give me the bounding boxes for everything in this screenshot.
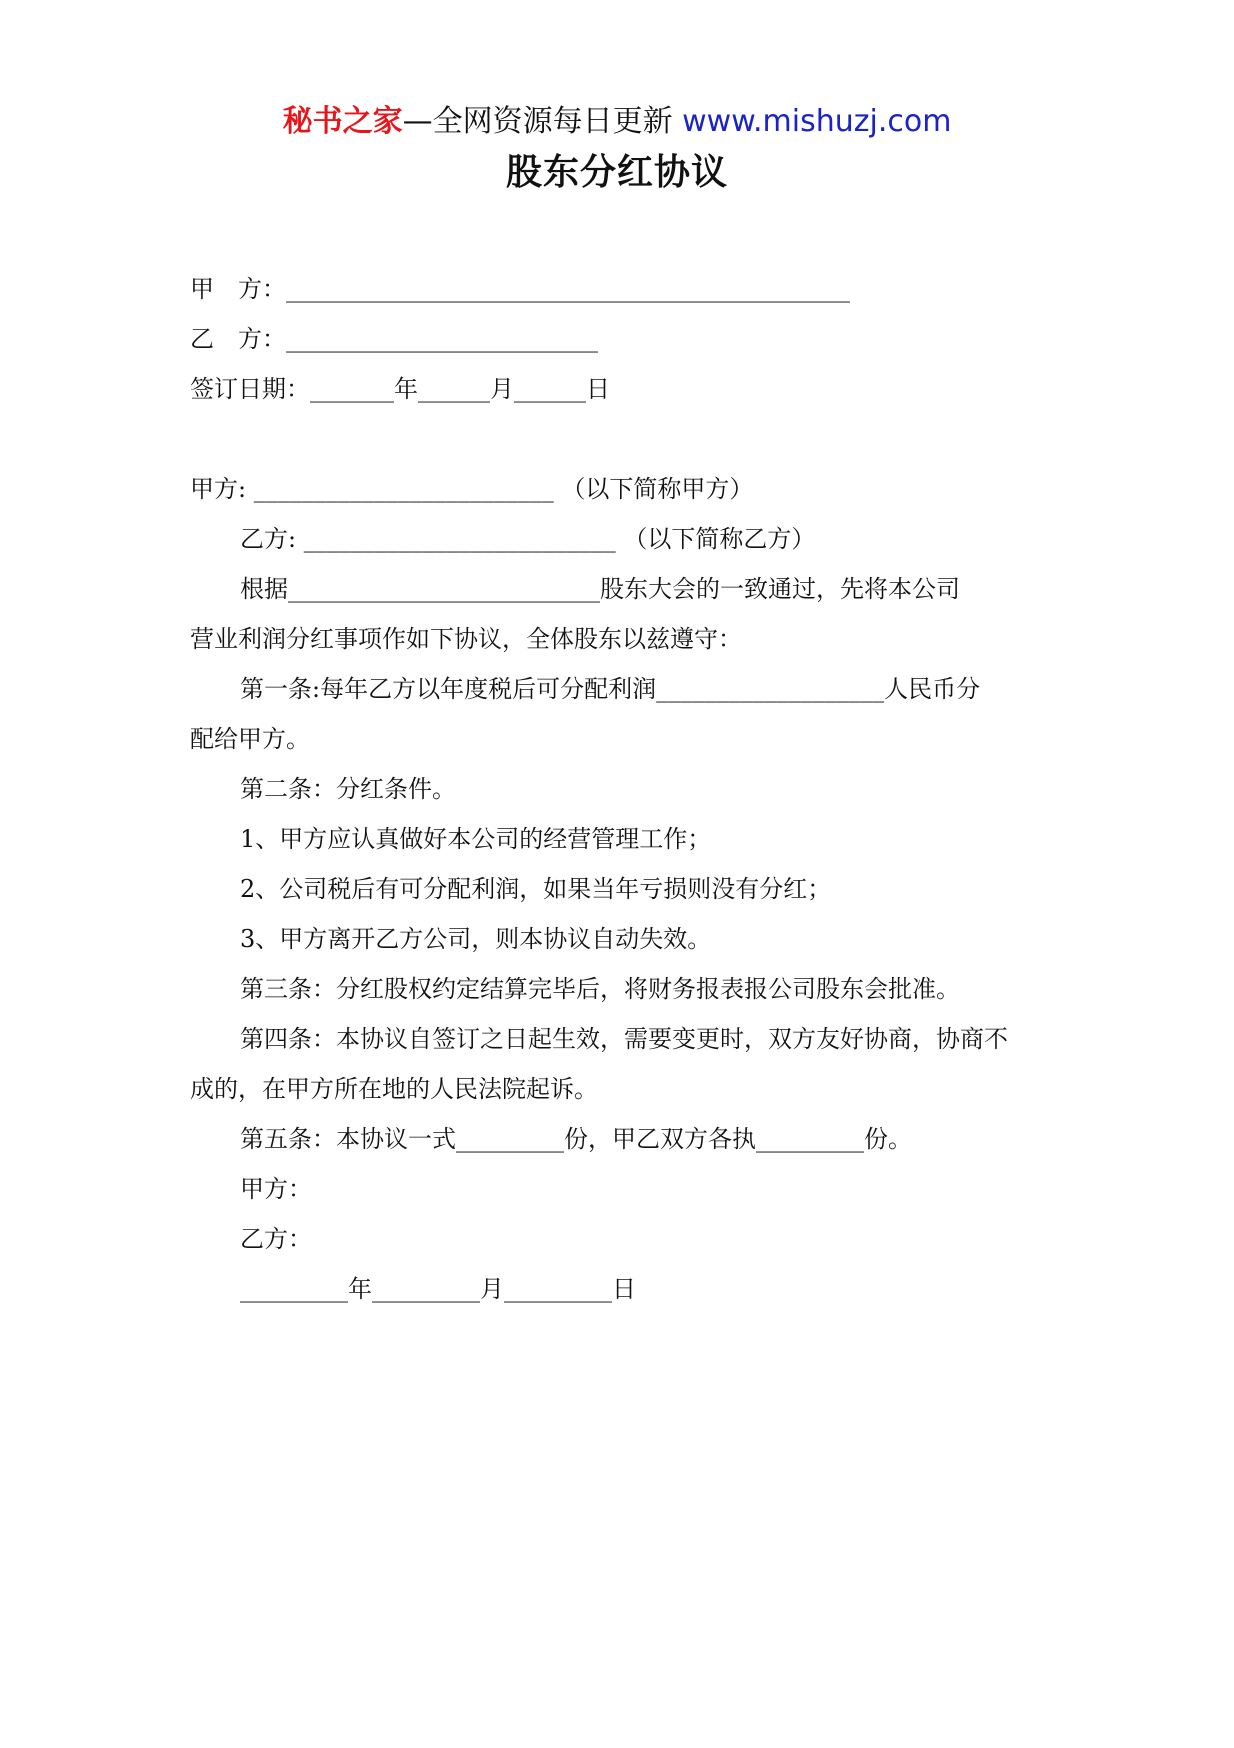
article-5: 第五条：本协议一式_________份，甲乙双方各执_________份。	[240, 1125, 912, 1153]
basis-paragraph-line-2: 营业利润分红事项作如下协议，全体股东以兹遵守：	[190, 625, 742, 653]
article-1-line-2: 配给甲方。	[190, 725, 310, 753]
site-slogan: —全网资源每日更新	[402, 104, 673, 139]
article-3: 第三条：分红股权约定结算完毕后，将财务报表报公司股东会批准。	[240, 975, 960, 1003]
site-url[interactable]: www.mishuzj.com	[682, 104, 952, 139]
condition-2: 2、公司税后有可分配利润，如果当年亏损则没有分红；	[240, 875, 832, 903]
basis-paragraph-line-1: 根据__________________________股东大会的一致通过，先将本公司	[240, 575, 960, 603]
signature-party-a: 甲方：	[240, 1175, 312, 1203]
signature-party-b: 乙方：	[240, 1225, 312, 1253]
party-a-intro-line: 甲方: _________________________ （以下简称甲方）	[190, 475, 754, 503]
brand-name: 秘书之家	[282, 104, 403, 139]
article-1-line-1: 第一条:每年乙方以年度税后可分配利润___________________人民币分	[240, 675, 981, 703]
article-4-line-1: 第四条：本协议自签订之日起生效，需要变更时，双方友好协商，协商不	[240, 1025, 1008, 1053]
condition-3: 3、甲方离开乙方公司，则本协议自动失效。	[240, 925, 712, 953]
article-4-line-2: 成的，在甲方所在地的人民法院起诉。	[190, 1075, 598, 1103]
party-b-header-line: 乙 方：__________________________	[190, 325, 598, 353]
party-a-header-line: 甲 方：_______________________________________________	[190, 275, 850, 303]
signature-date: _________年_________月_________日	[240, 1275, 636, 1303]
party-b-intro-line: 乙方: __________________________ （以下简称乙方）	[240, 525, 816, 553]
document-title: 股东分红协议	[505, 152, 728, 193]
site-header	[0, 100, 1234, 144]
condition-1: 1、甲方应认真做好本公司的经营管理工作；	[240, 825, 712, 853]
article-2-heading: 第二条：分红条件。	[240, 775, 456, 803]
sign-date-line: 签订日期：_______年______月______日	[190, 375, 610, 403]
